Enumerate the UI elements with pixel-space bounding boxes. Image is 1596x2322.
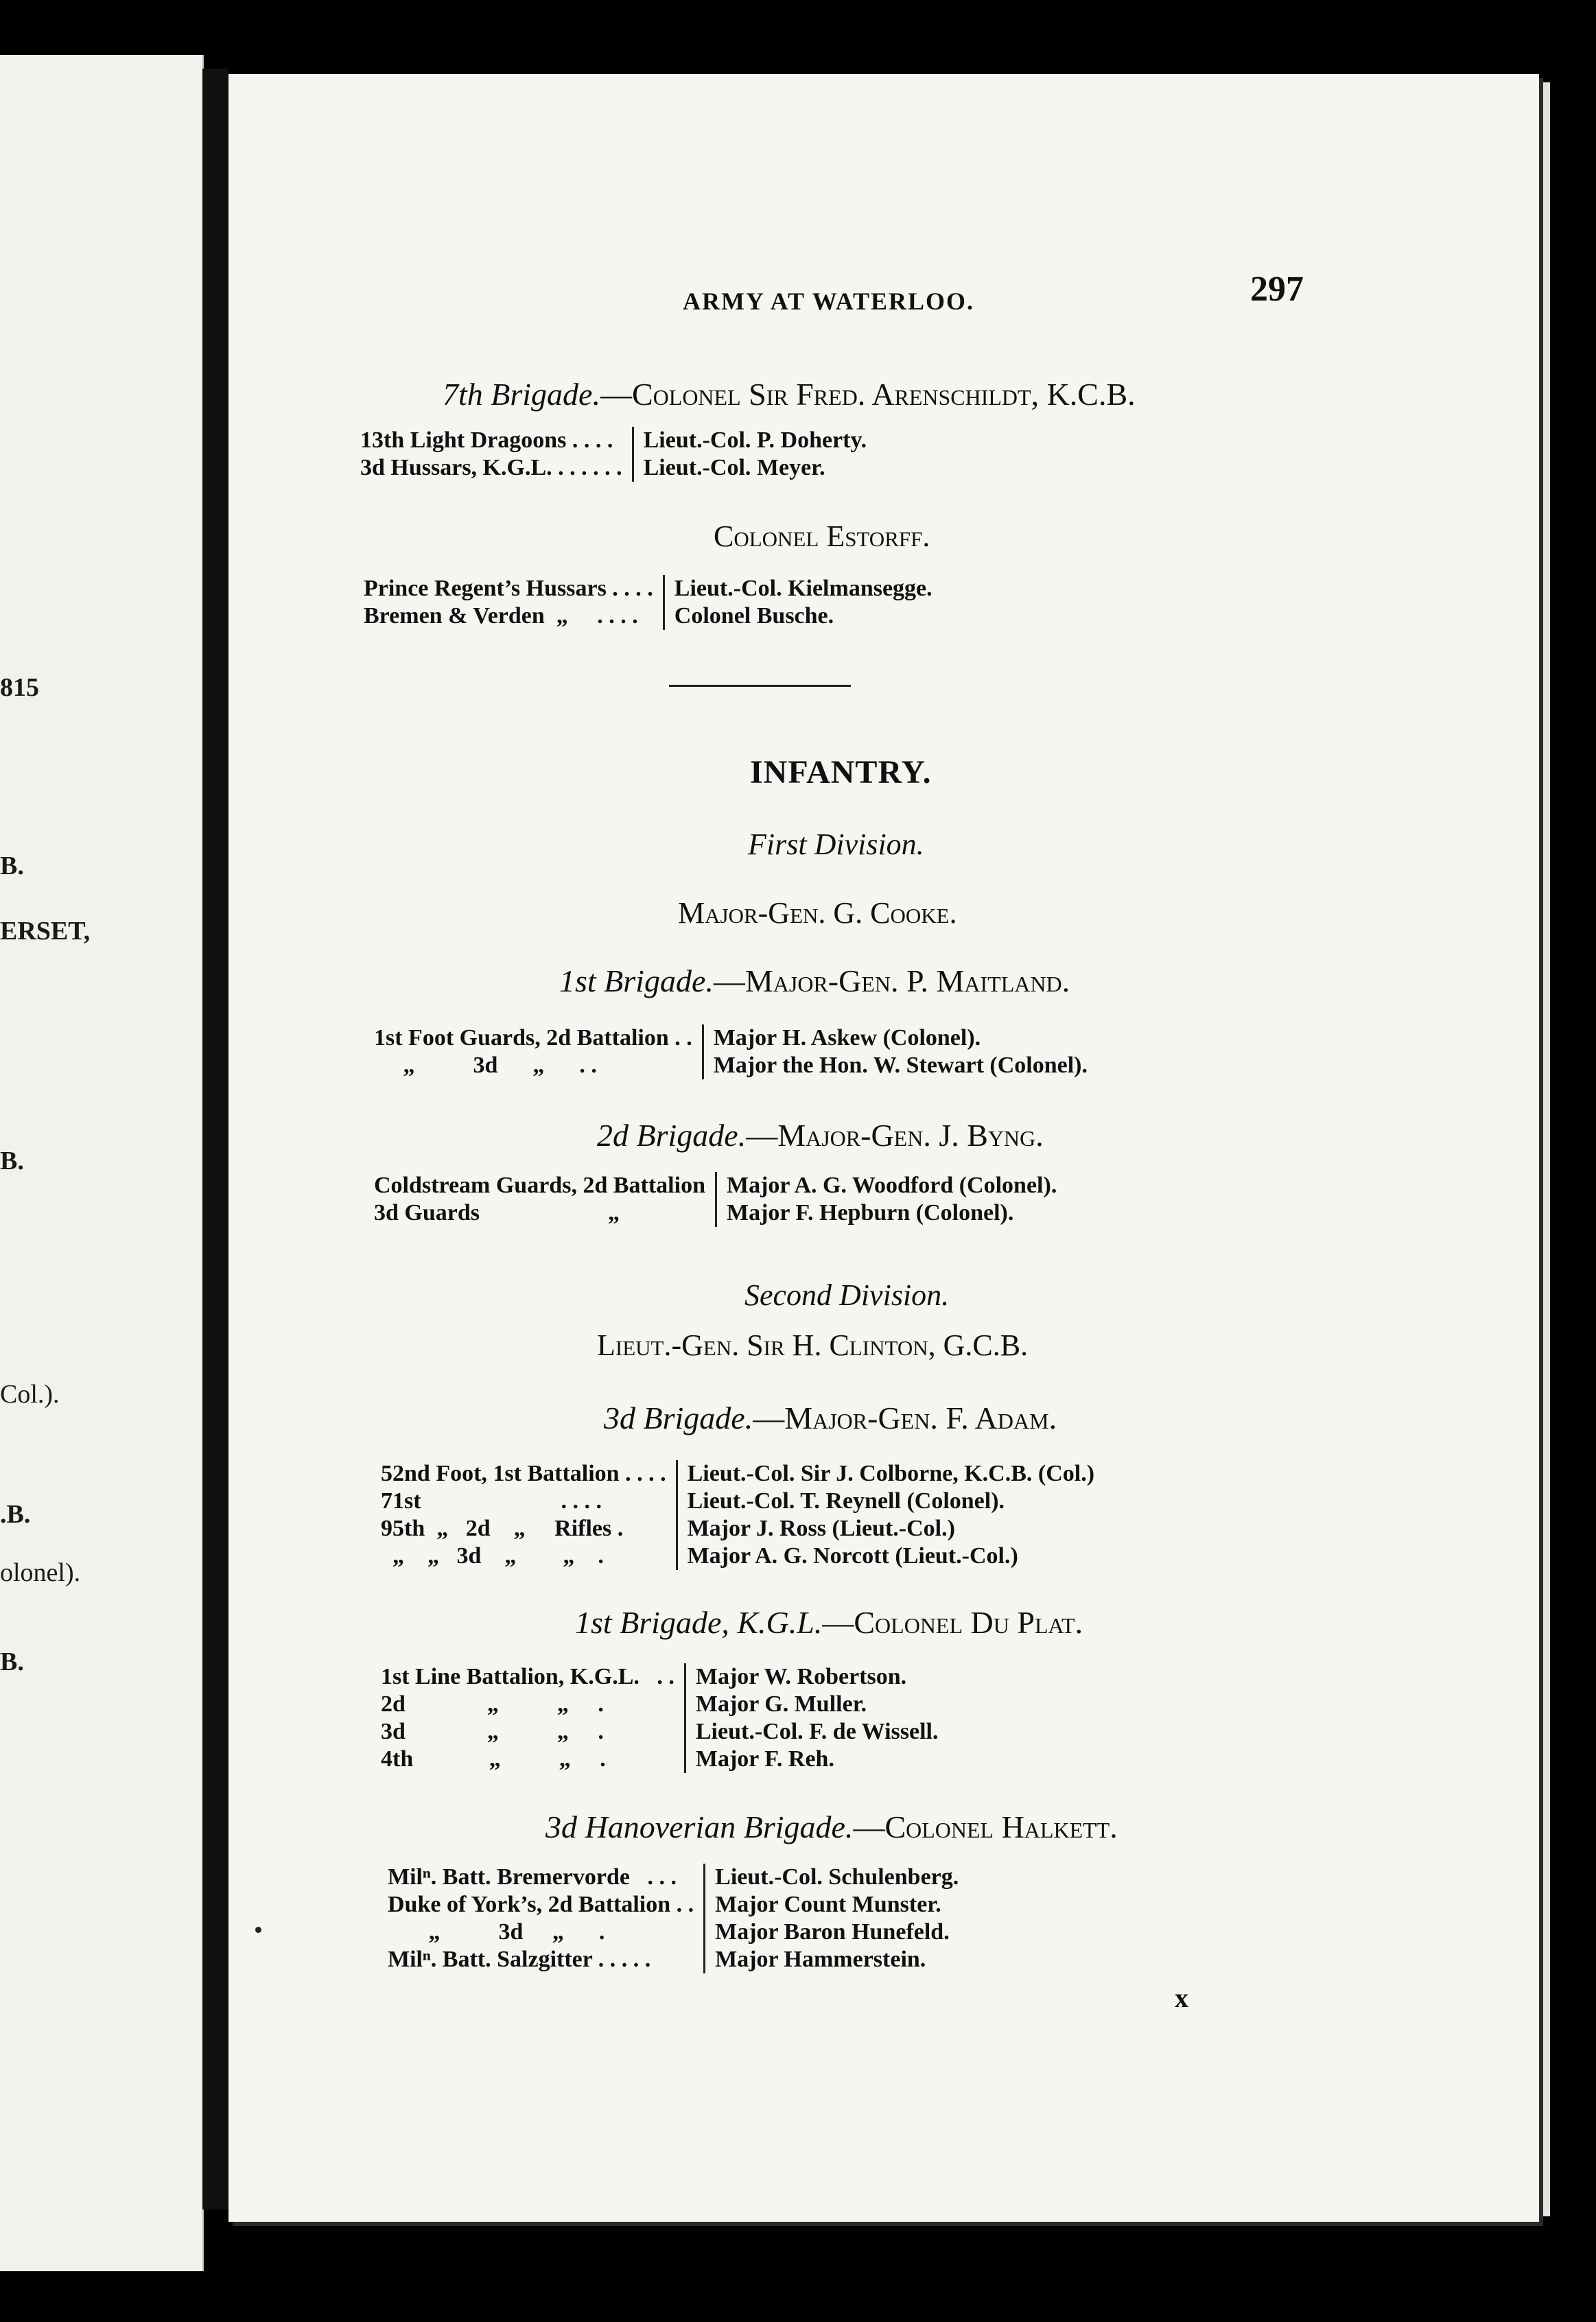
unit-name: Prince Regent’s Hussars . . . . — [364, 576, 653, 601]
left-page-fragment: B. — [0, 852, 24, 880]
officer-name: Lieut.-Col. T. Reynell (Colonel). — [687, 1488, 1005, 1514]
left-page-fragment: B. — [0, 1147, 24, 1175]
previous-page-strip — [0, 55, 204, 2271]
left-page-fragment: 815 — [0, 673, 39, 702]
unit-name: 3d „ „ . — [381, 1719, 604, 1744]
officer-name: Major F. Reh. — [695, 1746, 834, 1772]
left-page-fragment: .B. — [0, 1500, 31, 1529]
left-page-fragment: B. — [0, 1647, 24, 1676]
officer-name: Major the Hon. W. Stewart (Colonel). — [713, 1053, 1088, 1078]
officer-column — [632, 427, 867, 482]
brigade-heading — [443, 376, 1136, 412]
running-head: ARMY AT WATERLOO. — [683, 288, 975, 315]
brigade-commander: —Colonel Sir Fred. Arenschildt, K.C.B. — [600, 377, 1136, 412]
officer-name: Lieut.-Col. Schulenberg. — [715, 1864, 959, 1890]
unit-name: 3d Hussars, K.G.L. . . . . . . — [360, 455, 622, 480]
unit-column — [374, 1172, 715, 1227]
section-title: INFANTRY. — [750, 754, 932, 790]
officer-name: Major A. G. Woodford (Colonel). — [726, 1173, 1057, 1198]
officer-name: Lieut.-Col. P. Doherty. — [643, 427, 867, 453]
brigade-label: 2d Brigade. — [597, 1118, 747, 1153]
unit-name: 3d Guards „ — [374, 1200, 620, 1226]
section-rule — [669, 685, 851, 687]
unit-table — [381, 1460, 1094, 1570]
unit-name: Bremen & Verden „ . . . . — [364, 603, 638, 629]
unit-table — [374, 1172, 1057, 1227]
unit-name: „ 3d „ . — [388, 1919, 605, 1945]
unit-column — [364, 575, 663, 630]
unit-table — [360, 427, 867, 482]
officer-name: Major Count Munster. — [715, 1892, 941, 1917]
officer-name: Major W. Robertson. — [695, 1664, 907, 1689]
brigade-heading — [597, 1117, 1044, 1153]
commander-name: Colonel Estorff. — [714, 519, 930, 553]
unit-name: Milⁿ. Batt. Bremervorde . . . — [388, 1864, 677, 1890]
officer-name: Major J. Ross (Lieut.-Col.) — [687, 1516, 955, 1541]
brigade-commander: —Colonel Du Plat. — [822, 1605, 1083, 1640]
unit-name: „ 3d „ . . — [374, 1053, 597, 1078]
brigade-commander: —Major-Gen. F. Adam. — [753, 1400, 1057, 1435]
unit-name: „ „ 3d „ „ . — [381, 1543, 604, 1569]
officer-column — [715, 1172, 1057, 1227]
brigade-label: 3d Hanoverian Brigade. — [545, 1809, 854, 1844]
left-page-fragment: olonel). — [0, 1558, 81, 1587]
officer-name: Colonel Busche. — [674, 603, 834, 629]
officer-name: Lieut.-Col. Kielmansegge. — [674, 576, 932, 601]
unit-name: 2d „ „ . — [381, 1691, 604, 1717]
unit-name: Duke of York’s, 2d Battalion . . — [388, 1892, 694, 1917]
unit-column — [360, 427, 632, 482]
officer-name: Lieut.-Col. Sir J. Colborne, K.C.B. (Col.) — [687, 1461, 1095, 1486]
officer-column — [703, 1864, 959, 1973]
commander-name: Lieut.-Gen. Sir H. Clinton, G.C.B. — [597, 1328, 1029, 1362]
unit-table — [388, 1864, 959, 1973]
unit-table — [364, 575, 932, 630]
unit-name: 52nd Foot, 1st Battalion . . . . — [381, 1461, 666, 1486]
officer-name: Major Hammerstein. — [715, 1947, 926, 1972]
officer-name: Lieut.-Col. Meyer. — [643, 455, 825, 480]
unit-name: 4th „ „ . — [381, 1746, 606, 1772]
division-title: Second Division. — [744, 1278, 950, 1312]
left-page-fragment: ERSET, — [0, 917, 91, 946]
brigade-heading — [604, 1400, 1057, 1436]
unit-name: 71st . . . . — [381, 1488, 602, 1514]
brigade-commander: —Colonel Halkett. — [853, 1809, 1118, 1844]
unit-column — [381, 1460, 676, 1570]
brigade-label: 3d Brigade. — [604, 1400, 753, 1435]
officer-name: Lieut.-Col. F. de Wissell. — [695, 1719, 939, 1744]
unit-table — [374, 1024, 1088, 1079]
unit-column — [388, 1864, 703, 1973]
division-title: First Division. — [748, 828, 924, 861]
commander-heading — [714, 519, 930, 554]
brigade-heading — [545, 1809, 1118, 1845]
brigade-label: 1st Brigade, K.G.L. — [575, 1605, 823, 1640]
brigade-label: 7th Brigade. — [443, 377, 600, 412]
officer-name: Major A. G. Norcott (Lieut.-Col.) — [687, 1543, 1018, 1569]
brigade-heading — [575, 1604, 1083, 1641]
page-edge — [1539, 82, 1550, 2216]
unit-name: 1st Foot Guards, 2d Battalion . . — [374, 1025, 692, 1051]
division-commander — [678, 895, 957, 930]
book-gutter — [202, 69, 228, 2209]
ink-dot — [255, 1927, 261, 1933]
unit-column — [374, 1024, 702, 1079]
unit-name: Milⁿ. Batt. Salzgitter . . . . . — [388, 1947, 651, 1972]
left-page-fragment: Col.). — [0, 1380, 60, 1409]
officer-column — [684, 1663, 939, 1773]
officer-name: Major G. Muller. — [695, 1691, 867, 1717]
officer-column — [702, 1024, 1088, 1079]
officer-column — [676, 1460, 1094, 1570]
officer-name: Major F. Hepburn (Colonel). — [726, 1200, 1014, 1226]
page-number: 297 — [1250, 270, 1304, 309]
commander-name: Major-Gen. G. Cooke. — [678, 896, 957, 930]
division-commander — [597, 1328, 1028, 1363]
unit-name: Coldstream Guards, 2d Battalion — [374, 1173, 705, 1198]
brigade-label: 1st Brigade. — [559, 963, 714, 998]
officer-column — [663, 575, 932, 630]
brigade-heading — [559, 963, 1070, 999]
brigade-commander: —Major-Gen. J. Byng. — [746, 1118, 1044, 1153]
unit-name: 1st Line Battalion, K.G.L. . . — [381, 1664, 674, 1689]
officer-name: Major H. Askew (Colonel). — [713, 1025, 981, 1051]
brigade-commander: —Major-Gen. P. Maitland. — [713, 963, 1070, 998]
signature-mark: x — [1175, 1982, 1188, 2013]
unit-name: 13th Light Dragoons . . . . — [360, 427, 613, 453]
officer-name: Major Baron Hunefeld. — [715, 1919, 950, 1945]
unit-name: 95th „ 2d „ Rifles . — [381, 1516, 624, 1541]
unit-table — [381, 1663, 938, 1773]
unit-column — [381, 1663, 684, 1773]
